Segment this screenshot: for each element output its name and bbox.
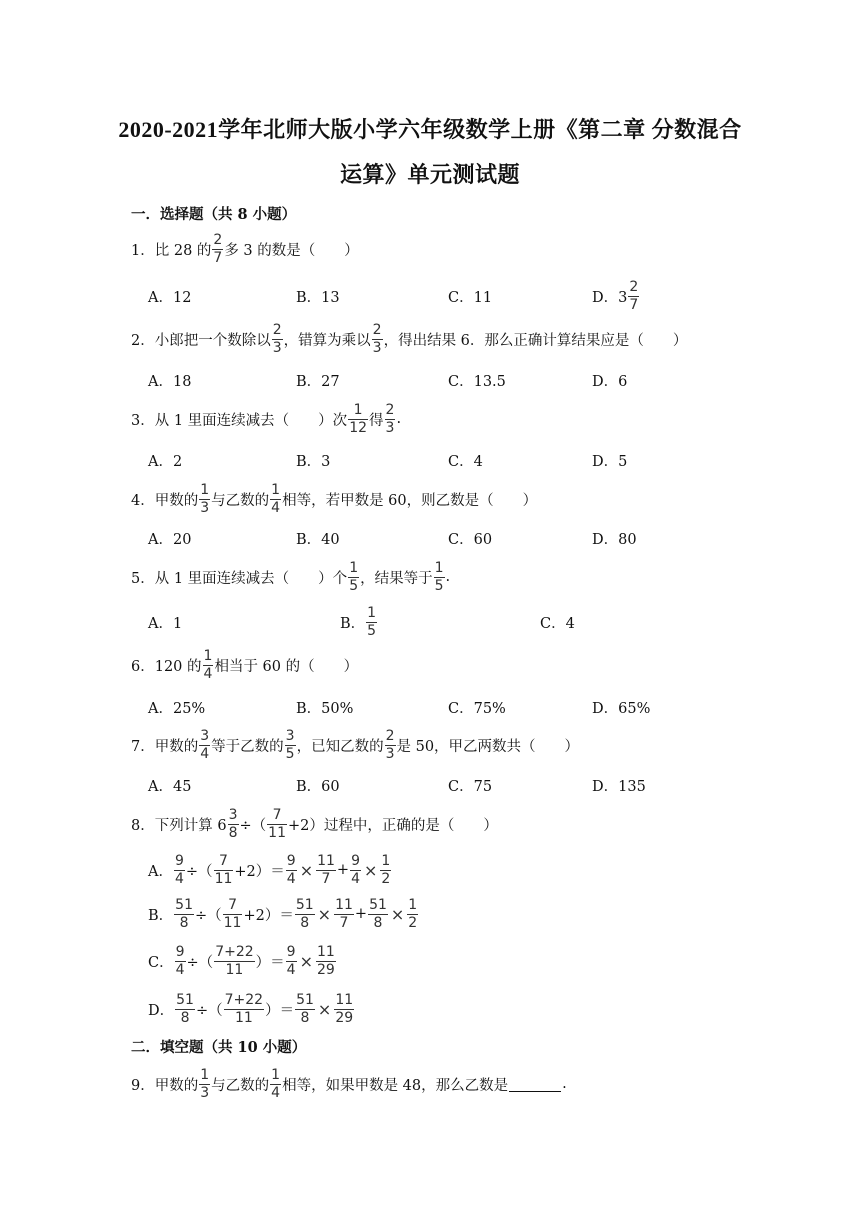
question-text: 相等，若甲数是 60，则乙数是（ ）	[282, 492, 538, 509]
fraction: $\frac{7}{11}$	[223, 896, 242, 931]
question-text: 等于乙数的	[211, 738, 284, 755]
fraction: $\frac{1}{4}$	[271, 1066, 281, 1101]
question-text: 与乙数的	[211, 492, 270, 509]
fraction: $\frac{1}{5}$	[349, 559, 359, 594]
fraction: $\frac{1}{5}$	[434, 559, 444, 594]
fraction: $\frac{7}{11}$	[214, 852, 233, 887]
question-number: 8．	[131, 817, 155, 834]
fraction: $\frac{3}{8}$	[228, 806, 238, 841]
option-c[interactable]: C．4	[540, 615, 575, 632]
options-2	[148, 363, 828, 397]
option-label: D．	[148, 1002, 175, 1019]
fraction: $\frac{51}{8}$	[295, 896, 314, 931]
fraction: $\frac{51}{8}$	[176, 991, 194, 1026]
question-text: 得	[369, 412, 384, 429]
expression-text: +2）＝	[243, 907, 294, 924]
option-c[interactable]: C．13.5	[448, 373, 506, 390]
fraction: $\frac{2}{3}$	[385, 401, 395, 436]
question-number: 1．	[131, 242, 155, 259]
option-label: C．	[148, 954, 174, 971]
option-b[interactable]: B．40	[296, 531, 340, 548]
option-b[interactable]: B．60	[296, 778, 340, 795]
option-a[interactable]: A．45	[148, 778, 192, 795]
question-text: ，得出结果 6．那么正确计算结果应是（ ）	[383, 332, 688, 349]
question-number: 2．	[131, 332, 155, 349]
expression-text: ÷（	[185, 863, 213, 880]
question-8	[131, 807, 498, 841]
options-7	[148, 768, 828, 802]
option-b[interactable]: B．27	[296, 373, 340, 390]
times-sign: ×	[299, 860, 314, 880]
option-d[interactable]: D．5	[592, 453, 628, 470]
fraction: $\frac{9}{4}$	[174, 852, 184, 887]
question-text: .	[445, 569, 451, 585]
fraction: $\frac{1}{4}$	[203, 647, 213, 682]
fraction: $\frac{1}{3}$	[200, 481, 210, 516]
answer-blank[interactable]	[509, 1077, 561, 1092]
fraction: $\frac{11}{29}$	[316, 943, 335, 978]
question-9	[131, 1067, 567, 1101]
options-1	[148, 279, 828, 313]
section-heading-choice: 一．选择题（共 8 小题）	[131, 206, 297, 223]
question-number: 6．	[131, 658, 155, 675]
times-sign: ×	[364, 860, 378, 880]
question-text: 120 的	[154, 658, 202, 675]
question-text: .	[396, 411, 402, 427]
question-text: 从 1 里面连续减去（ ）个	[154, 570, 348, 587]
fraction: $\frac{2}{3}$	[372, 321, 382, 356]
question-text: 相当于 60 的（ ）	[214, 658, 359, 675]
question-6	[131, 648, 358, 682]
expression-text: ÷（	[186, 954, 214, 971]
question-text: 甲数的	[154, 1077, 199, 1094]
question-text: 比 28 的	[154, 242, 212, 259]
fraction: $\frac{1}{3}$	[200, 1066, 210, 1101]
option-b[interactable]: B． $\frac{1}{5}$	[340, 604, 377, 639]
fraction: $\frac{1}{4}$	[271, 481, 281, 516]
times-sign: ×	[317, 999, 332, 1019]
question-2	[131, 322, 687, 356]
question-text: 是 50，甲乙两数共（ ）	[396, 738, 580, 755]
fraction: $\frac{3}{4}$	[200, 727, 210, 762]
option-c[interactable]	[148, 944, 337, 978]
option-d[interactable]: D．80	[592, 531, 637, 548]
fraction: $\frac{11}{29}$	[335, 991, 354, 1026]
option-label: B．	[148, 907, 174, 924]
option-c[interactable]: C．11	[448, 289, 493, 306]
question-text: .	[562, 1076, 567, 1092]
fraction: $\frac{9}{4}$	[286, 852, 296, 887]
options-3	[148, 443, 828, 477]
question-7	[131, 728, 579, 762]
question-text: 从 1 里面连续减去（ ）次	[154, 412, 348, 429]
option-d[interactable]	[148, 992, 355, 1026]
question-5	[131, 560, 450, 594]
option-d[interactable]: D．135	[592, 778, 646, 795]
question-number: 3．	[131, 412, 155, 429]
option-b[interactable]: B．50%	[296, 700, 354, 717]
expression-text: ）＝	[265, 1002, 295, 1019]
fraction: $\frac{9}{4}$	[351, 852, 360, 887]
option-c[interactable]: C．75	[448, 778, 493, 795]
question-text: 甲数的	[154, 738, 199, 755]
option-a[interactable]: A．18	[148, 373, 192, 390]
fraction: $\frac{3}{5}$	[285, 727, 295, 762]
question-text: 与乙数的	[211, 1077, 270, 1094]
option-d[interactable]: D．3 $\frac{2}{7}$	[592, 278, 639, 313]
question-number: 4．	[131, 492, 155, 509]
question-text: ÷（	[239, 817, 267, 834]
page-title-line1: 2020-2021学年北师大版小学六年级数学上册《第二章 分数混合	[118, 117, 742, 142]
expression-text: +2）＝	[234, 863, 285, 880]
question-4	[131, 482, 537, 516]
question-text: +2）过程中，正确的是（ ）	[287, 817, 498, 834]
question-3	[131, 402, 401, 436]
option-a[interactable]: A．2	[148, 453, 183, 470]
fraction: $\frac{51}{8}$	[175, 896, 193, 931]
option-a[interactable]	[148, 853, 392, 887]
question-text: 下列计算 6	[154, 817, 227, 834]
times-sign: ×	[390, 904, 405, 924]
plus-sign: +	[336, 862, 350, 878]
option-label: A．	[148, 863, 173, 880]
fraction: $\frac{11}{7}$	[335, 896, 353, 931]
fraction: $\frac{1}{2}$	[381, 852, 391, 887]
question-number: 9．	[131, 1077, 155, 1094]
fraction: $\frac{51}{8}$	[296, 991, 314, 1026]
question-text: 小郎把一个数除以	[154, 332, 271, 349]
option-c[interactable]: C．75%	[448, 700, 506, 717]
option-c[interactable]: C．4	[448, 453, 483, 470]
option-b[interactable]: B．13	[296, 289, 340, 306]
option-a[interactable]: A．20	[148, 531, 192, 548]
question-text: 多 3 的数是（ ）	[224, 242, 359, 259]
fraction: $\frac{9}{4}$	[286, 943, 296, 978]
fraction: $\frac{2}{3}$	[385, 727, 395, 762]
fraction: $\frac{2}{7}$	[213, 231, 223, 266]
fraction: $\frac{7}{11}$	[268, 806, 286, 841]
option-c[interactable]: C．60	[448, 531, 493, 548]
expression-text: ÷（	[195, 1002, 223, 1019]
question-text: 相等，如果甲数是 48，那么乙数是	[282, 1077, 509, 1094]
options-6	[148, 690, 828, 724]
fraction: $\frac{9}{4}$	[175, 943, 185, 978]
question-number: 7．	[131, 738, 155, 755]
section-heading-fill: 二．填空题（共 10 小题）	[131, 1039, 307, 1056]
plus-sign: +	[354, 906, 368, 922]
fraction: $\frac{7+22}{11}$	[215, 943, 254, 978]
question-number: 5．	[131, 570, 155, 587]
times-sign: ×	[299, 951, 313, 971]
question-text: ，已知乙数的	[296, 738, 384, 755]
option-b[interactable]: B．3	[296, 453, 331, 470]
options-5	[148, 605, 828, 639]
question-text: ，结果等于	[360, 570, 433, 587]
option-d[interactable]: D．65%	[592, 700, 651, 717]
fraction: $\frac{2}{3}$	[272, 321, 282, 356]
option-a[interactable]: A．25%	[148, 700, 206, 717]
question-text: ，错算为乘以	[283, 332, 371, 349]
expression-text: ÷（	[194, 907, 222, 924]
option-d[interactable]: D．6	[592, 373, 628, 390]
page-title-line2: 运算》单元测试题	[339, 162, 520, 187]
fraction: $\frac{11}{7}$	[317, 852, 335, 887]
question-text: 甲数的	[154, 492, 199, 509]
expression-text: ）＝	[255, 954, 285, 971]
question-1	[131, 232, 359, 266]
fraction: $\frac{1}{2}$	[408, 896, 418, 931]
option-b[interactable]	[148, 897, 419, 931]
option-a[interactable]: A．12	[148, 289, 192, 306]
fraction: $\frac{51}{8}$	[369, 896, 387, 931]
options-4	[148, 521, 828, 555]
times-sign: ×	[317, 904, 332, 924]
option-a[interactable]: A．1	[148, 615, 183, 632]
fraction: $\frac{7+22}{11}$	[224, 991, 264, 1026]
fraction: $\frac{1}{12}$	[349, 401, 368, 436]
